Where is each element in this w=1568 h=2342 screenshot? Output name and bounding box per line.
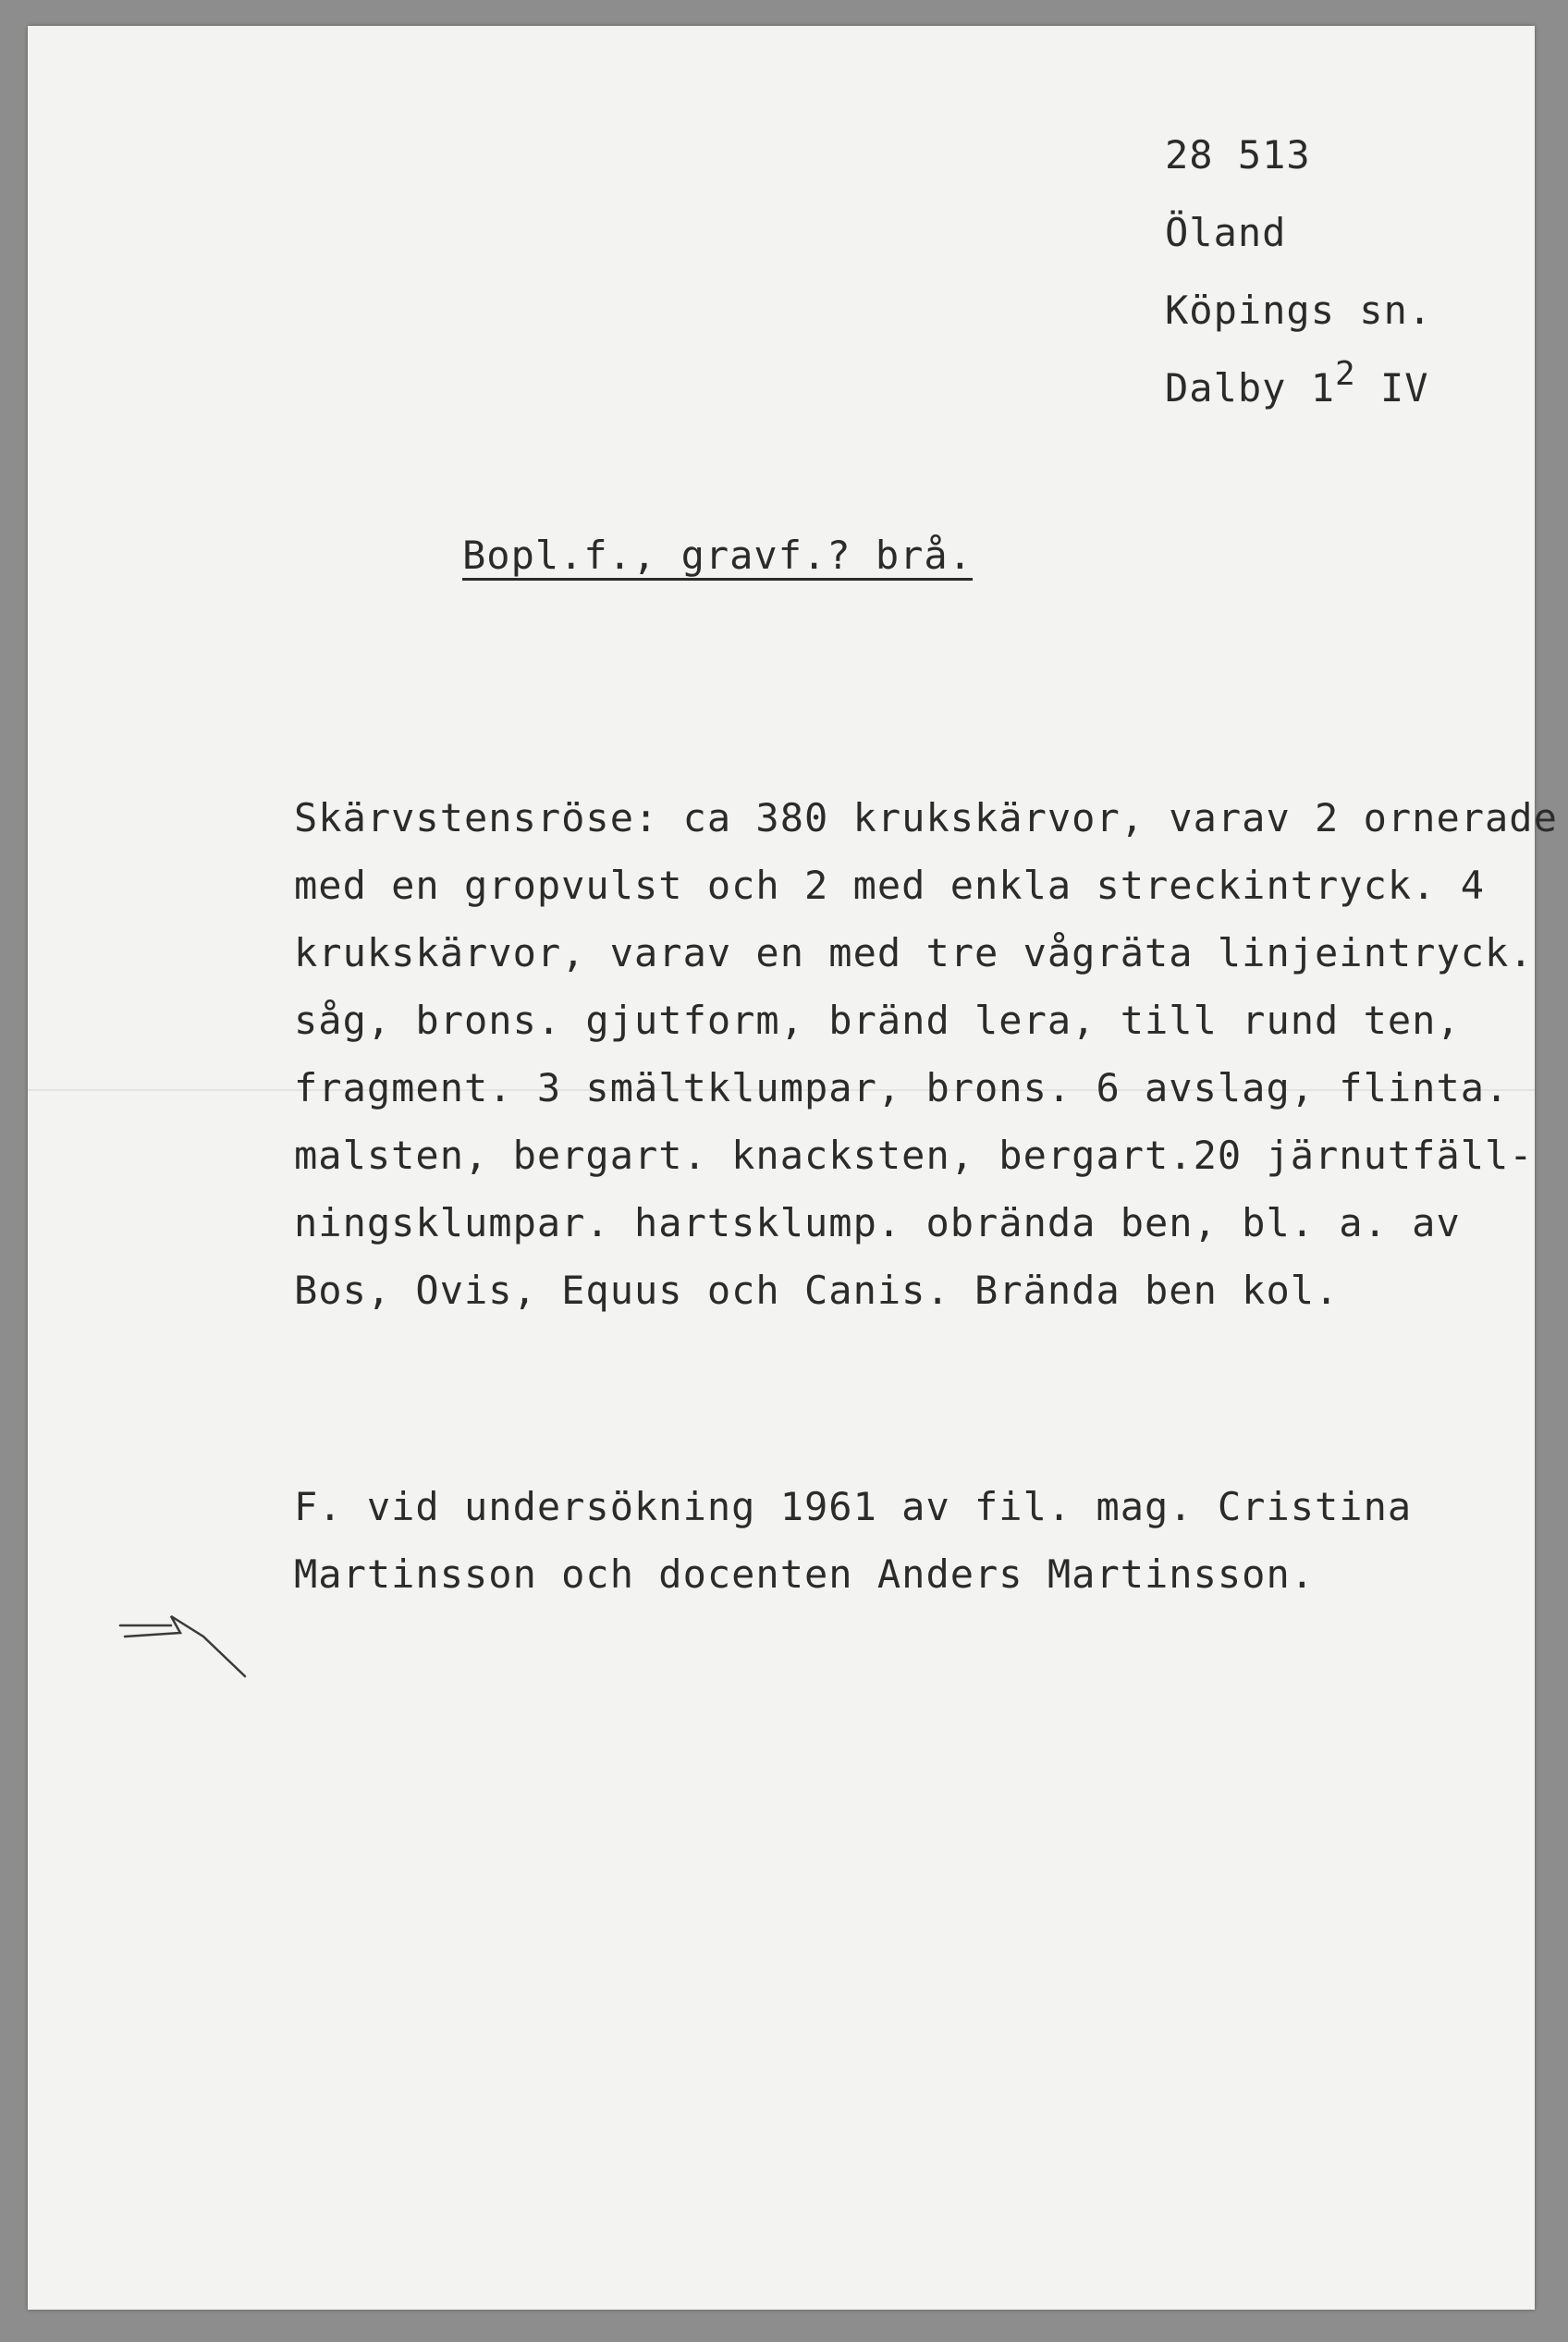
site-designation [1165,349,1432,430]
description-line: Skärvstensröse: ca 380 krukskärvor, varav 2 ornerade [294,795,1558,840]
description-line: malsten, bergart. knacksten, bergart.20 järnutfäll- [294,1133,1534,1178]
description-line: såg, brons. gjutform, bränd lera, till rund ten, [294,998,1461,1043]
catalog-card [28,26,1558,2310]
site-superscript: 2 [1335,355,1356,393]
handwritten-mark-icon [116,1598,263,1681]
card-title [462,533,973,578]
excavation-note [294,1473,1412,1608]
site-prefix: Dalby 1 [1165,365,1336,411]
description-line: krukskärvor, varav en med tre vågräta linjeintryck. [294,930,1534,975]
province: Öland [1165,210,1287,255]
excavation-line: F. vid undersökning 1961 av fil. mag. Cristina [294,1484,1413,1529]
excavation-line: Martinsson och docenten Anders Martinsson. [294,1551,1316,1597]
find-description [294,784,1558,1324]
description-line: Bos, Ovis, Equus och Canis. Brända ben kol. [294,1268,1340,1313]
catalog-number: 28 513 [1165,132,1311,178]
description-line: ningsklumpar. hartsklump. obrända ben, bl. a. av [294,1200,1461,1245]
card-header [1165,116,1432,430]
site-suffix: IV [1380,365,1429,411]
find-type-title: Bopl.f., gravf.? brå. [462,533,974,578]
parish: Köpings sn. [1165,288,1433,333]
description-line: fragment. 3 smältklumpar, brons. 6 avslag, flinta. [294,1065,1510,1110]
description-line: med en gropvulst och 2 med enkla streckintryck. 4 [294,863,1486,908]
